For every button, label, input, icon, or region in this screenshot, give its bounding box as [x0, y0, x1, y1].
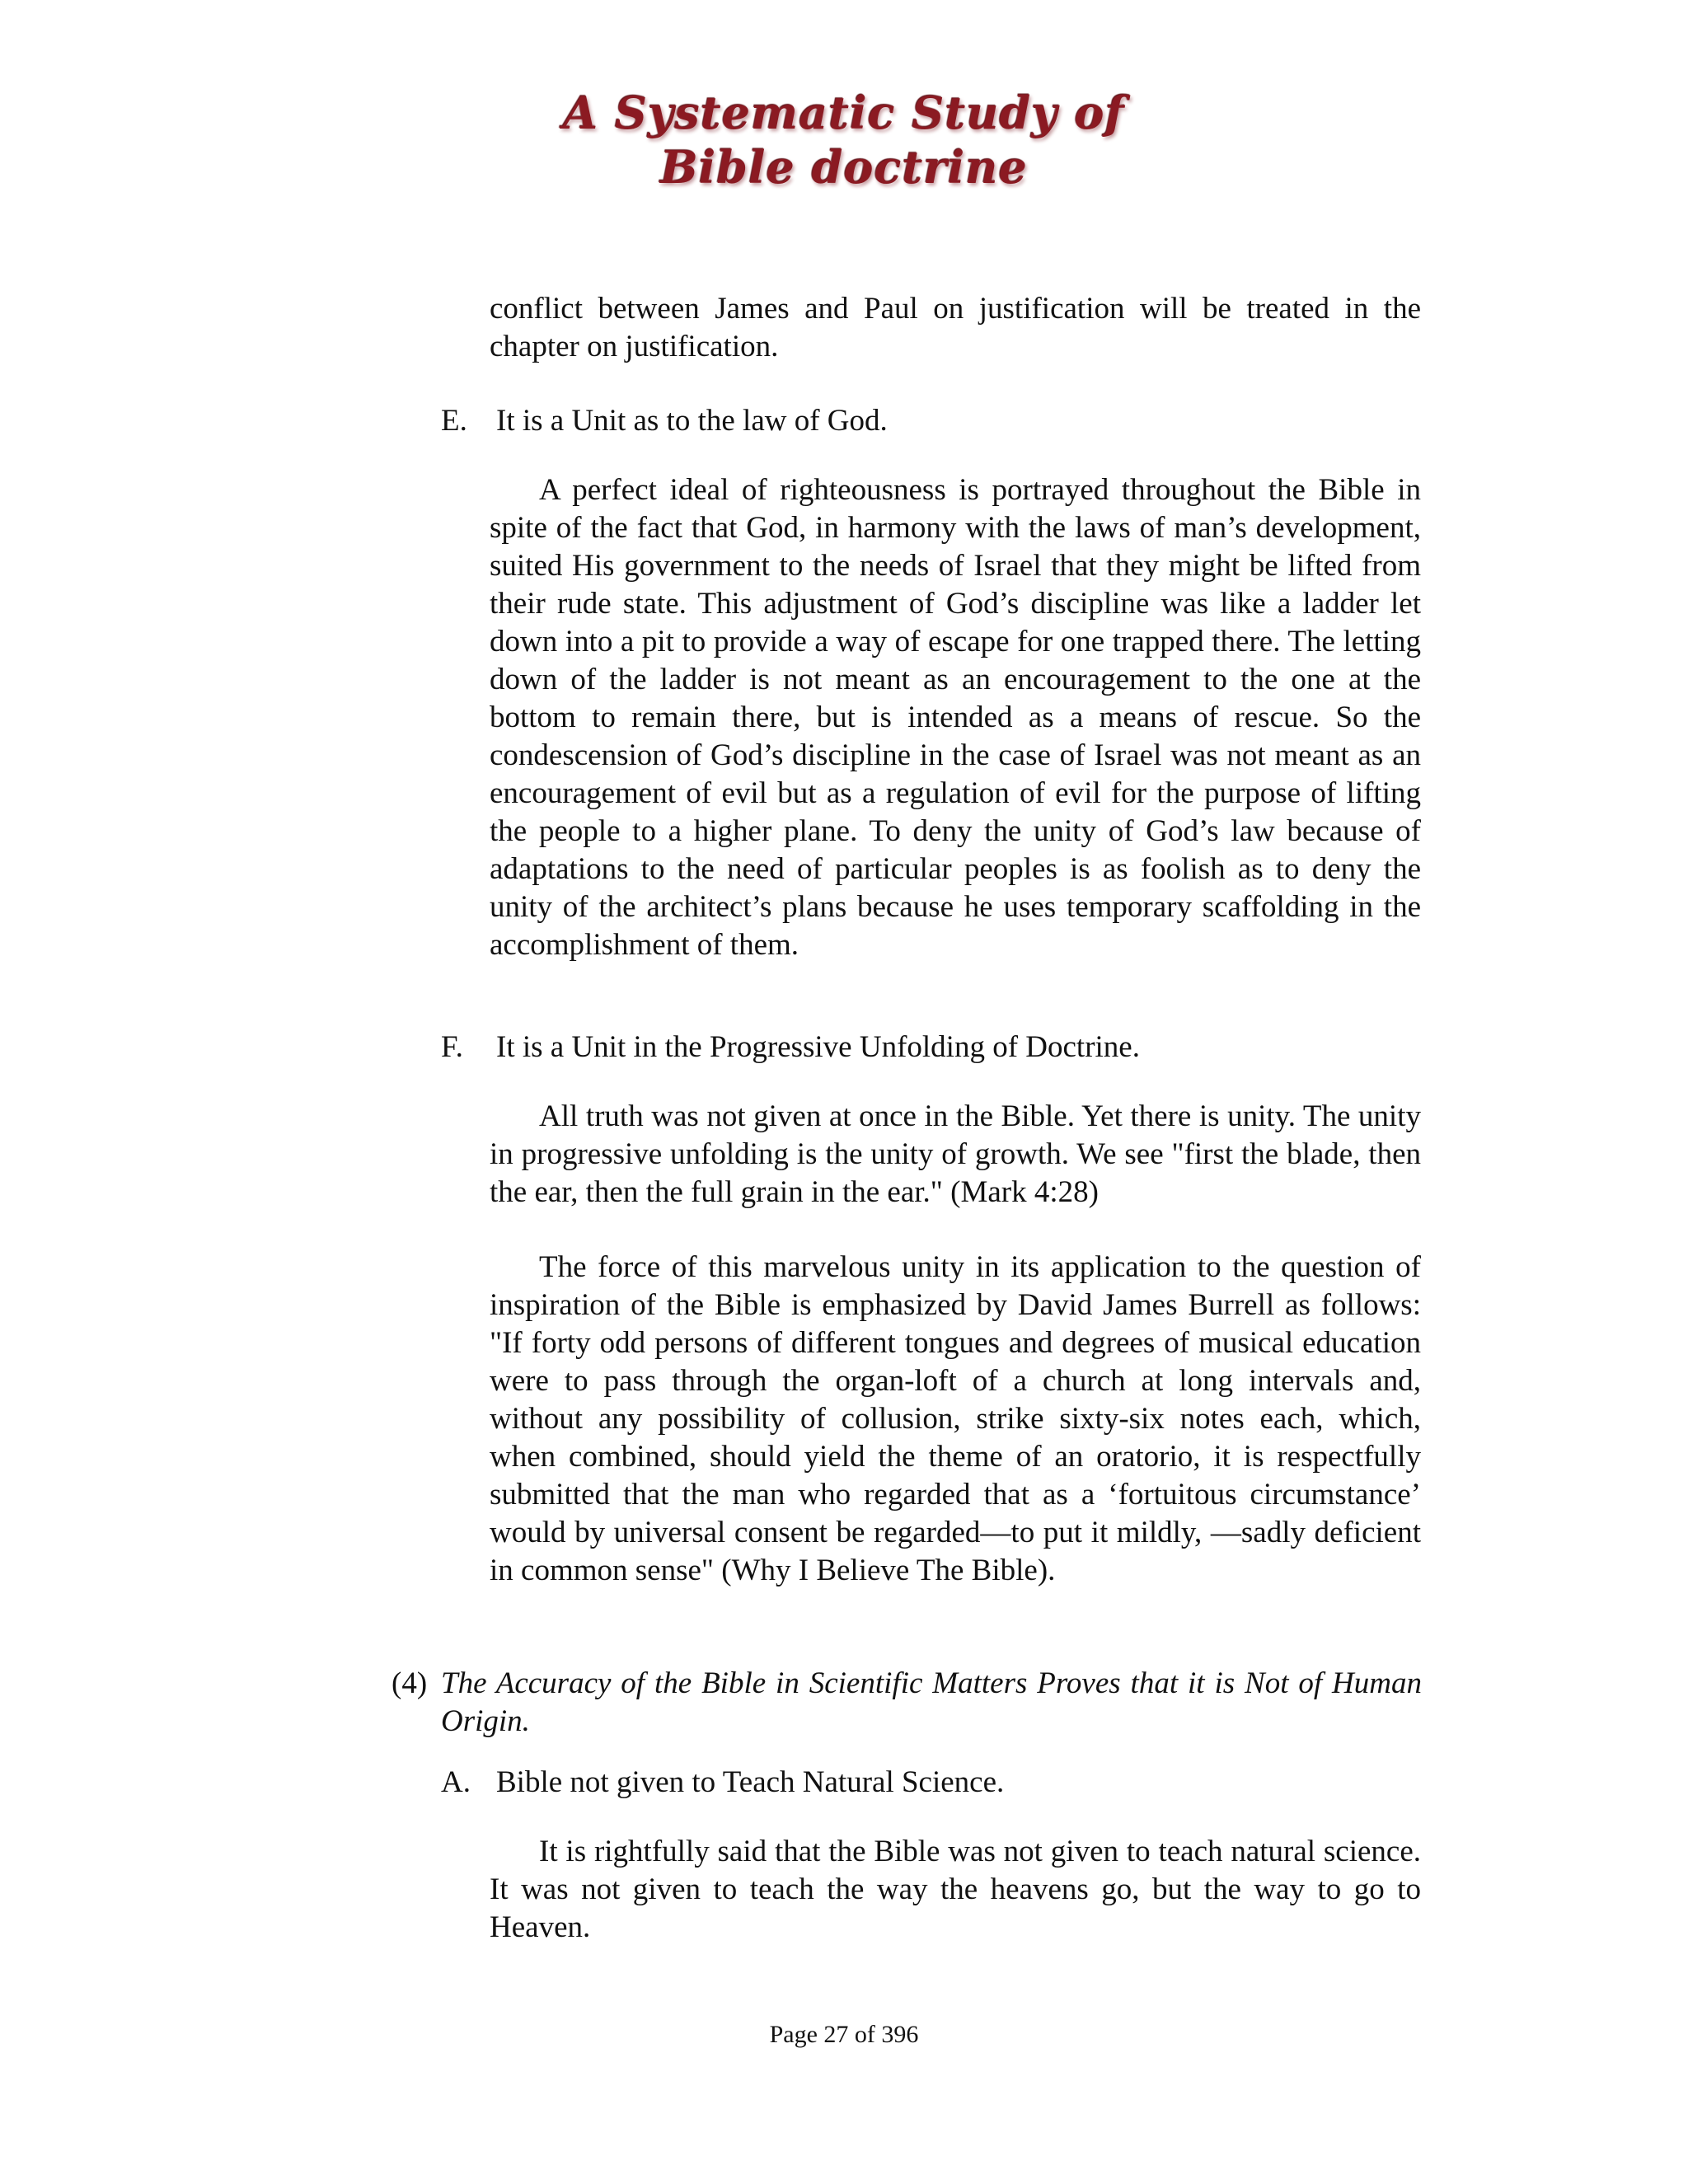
heading-a-text: Bible not given to Teach Natural Science. [496, 1765, 1005, 1799]
paragraph-f2: The force of this marvelous unity in its application to the question of inspiration of the Bible is emphasized by David James Burrell as follows: "If forty odd persons of different tongues and degrees of musical education were to pass through the organ-loft of a church at long intervals and, without any possibility of collusion, strike sixty-six notes each, which, when combined, should yield the theme of an oratorio, it is respectfully submitted that the man who regarded that as a ‘fortuitous circumstance’ would by universal consent be regarded—to put it mildly, —sadly deficient in common sense" (Why I Believe The Bible). [490, 1250, 1421, 1587]
page-number: Page 27 of 396 [769, 2021, 919, 2048]
heading-a-letter: A. [441, 1765, 471, 1799]
continuation-paragraph: conflict between James and Paul on justification will be treated in the chapter on justification. [490, 292, 1421, 363]
title-line-1: A Systematic Study of [563, 87, 1125, 139]
heading-f-letter: F. [441, 1030, 463, 1064]
paragraph-e: A perfect ideal of righteousness is portrayed throughout the Bible in spite of the fact that God, in harmony with the laws of man’s development, suited His government to the needs of Israel that they might be lifted from their rude state. This adjustment of God’s discipline was like a ladder let down into a pit to provide a way of escape for one trapped there. The letting down of the ladder is not meant as an encouragement to the one at the bottom to remain there, but is intended as a means of rescue. So the condescension of God’s discipline in the case of Israel was not meant as an encouragement of evil but as a regulation of evil for the purpose of lifting the people to a higher plane. To deny the unity of God’s law because of adaptations to the need of particular peoples is as foolish as to deny the unity of the architect’s plans because he uses temporary scaffolding in the accomplishment of them. [490, 473, 1421, 962]
heading-f [441, 1029, 1422, 1066]
paragraph-a: It is rightfully said that the Bible was not given to teach natural science. It was not given to teach the way the heavens go, but the way to go to Heaven. [490, 1835, 1421, 1944]
heading-a [441, 1764, 1422, 1802]
document-title [0, 87, 1688, 195]
heading-e [441, 402, 1422, 440]
title-line-2: Bible doctrine [660, 140, 1028, 194]
section-4-number: (4) [392, 1666, 428, 1700]
section-4-title: The Accuracy of the Bible in Scientific Matters Proves that it is Not of Human Origin. [441, 1666, 1422, 1738]
heading-e-letter: E. [441, 404, 467, 438]
section-4 [392, 1665, 1422, 1741]
heading-e-text: It is a Unit as to the law of God. [496, 404, 888, 438]
paragraph-f1: All truth was not given at once in the Bible. Yet there is unity. The unity in progressive unfolding is the unity of growth. We see "first the blade, then the ear, then the full grain in the ear." (Mark 4:28) [490, 1099, 1421, 1209]
heading-f-text: It is a Unit in the Progressive Unfolding of Doctrine. [496, 1030, 1140, 1064]
page-header [0, 87, 1688, 195]
